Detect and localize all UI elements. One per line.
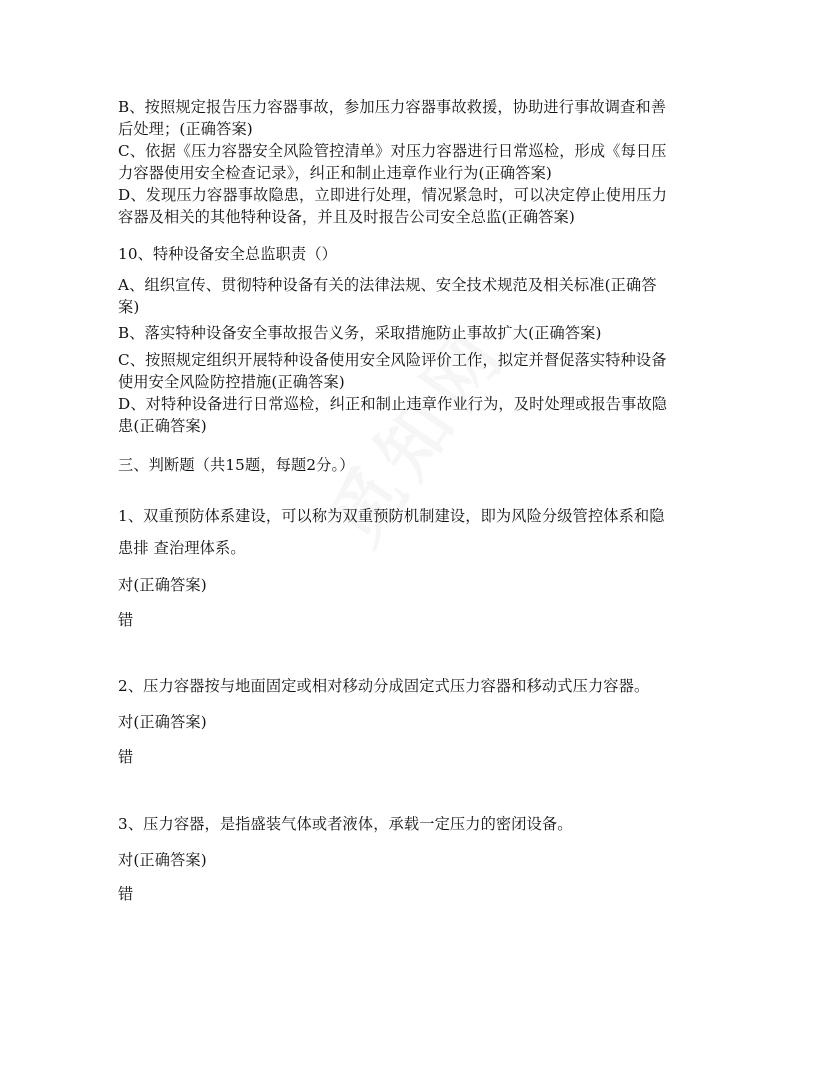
q9-option-c-line2: 力容器使用安全检查记录》，纠正和制止违章作业行为(正确答案): [118, 164, 553, 182]
section-title: 三、判断题（共15题，每题2分。）: [118, 456, 355, 474]
q9-option-b-line2: 后处理；(正确答案): [118, 120, 253, 138]
q10-option-d-line2: 患(正确答案): [118, 417, 207, 435]
q9-option-c-line1: C、依据《压力容器安全风险管控清单》对压力容器进行日常巡检，形成《每日压: [118, 142, 667, 160]
tf1-question-line2: 患排 查治理体系。: [118, 539, 246, 557]
tf2-option-true: 对(正确答案): [118, 713, 207, 731]
q10-option-c-line1: C、按照规定组织开展特种设备使用安全风险评价工作，拟定并督促落实特种设备: [118, 351, 667, 369]
q9-option-d-line1: D、发现压力容器事故隐患，立即进行处理，情况紧急时，可以决定停止使用压力: [118, 186, 668, 204]
q10-option-c-line2: 使用安全风险防控措施(正确答案): [118, 373, 345, 391]
tf2-question: 2、压力容器按与地面固定或相对移动分成固定式压力容器和移动式压力容器。: [118, 677, 650, 695]
tf3-question: 3、压力容器，是指盛装气体或者液体，承载一定压力的密闭设备。: [118, 815, 573, 833]
tf1-option-false: 错: [118, 611, 134, 629]
q10-option-a-line1: A、组织宣传、贯彻特种设备有关的法律法规、安全技术规范及相关标准(正确答: [118, 276, 657, 294]
tf3-option-true: 对(正确答案): [118, 851, 207, 869]
q10-question: 10、特种设备安全总监职责（）: [118, 245, 338, 263]
tf1-question-line1: 1、双重预防体系建设，可以称为双重预防机制建设，即为风险分级管控体系和隐: [118, 507, 665, 525]
q10-option-d-line1: D、对特种设备进行日常巡检，纠正和制止违章作业行为，及时处理或报告事故隐: [118, 395, 668, 413]
q10-option-b: B、落实特种设备安全事故报告义务，采取措施防止事故扩大(正确答案): [118, 324, 602, 342]
tf3-option-false: 错: [118, 885, 134, 903]
tf2-option-false: 错: [118, 748, 134, 766]
q9-option-d-line2: 容器及相关的其他特种设备，并且及时报告公司安全总监(正确答案): [118, 208, 575, 226]
q10-option-a-line2: 案): [118, 298, 140, 316]
tf1-option-true: 对(正确答案): [118, 576, 207, 594]
q9-option-b-line1: B、按照规定报告压力容器事故，参加压力容器事故救援，协助进行事故调查和善: [118, 98, 667, 116]
